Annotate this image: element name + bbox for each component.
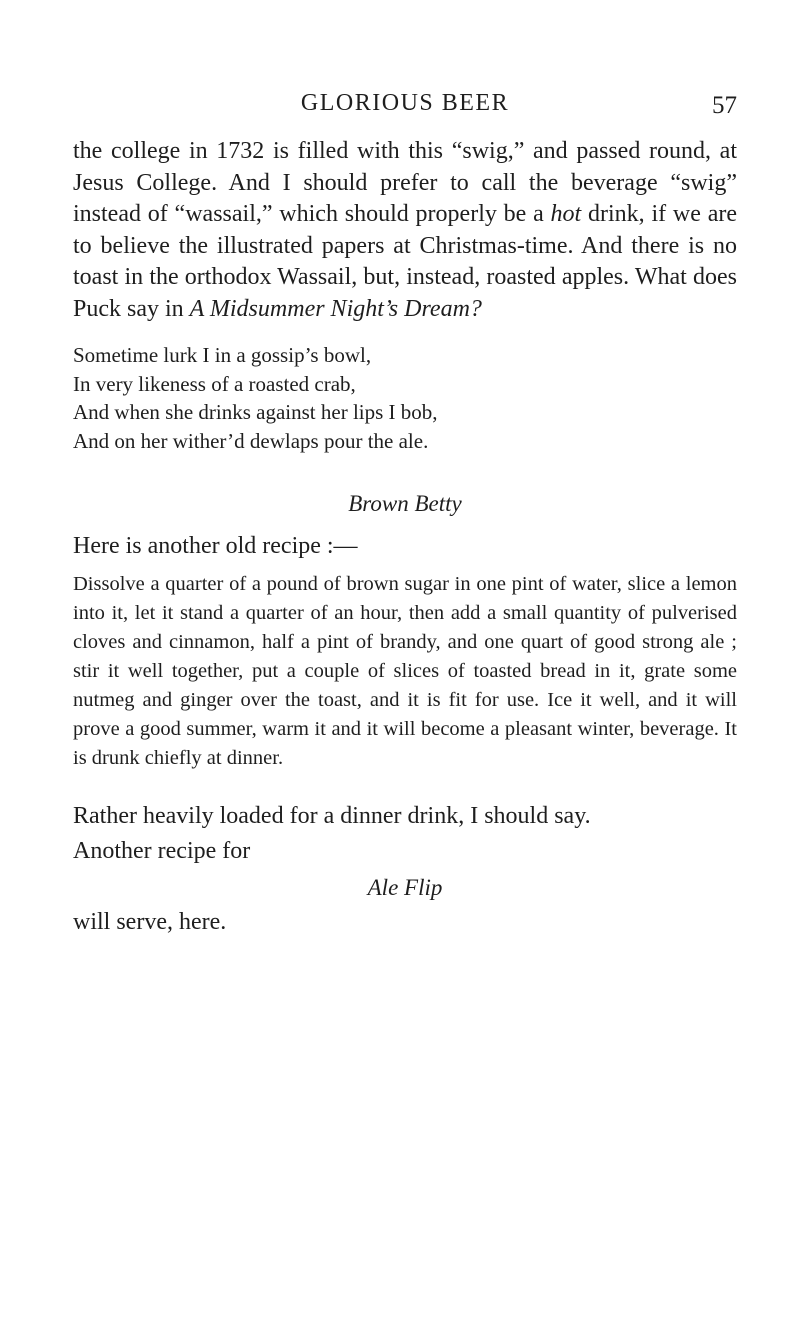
book-page (73, 88, 737, 938)
section-heading-brown-betty: Brown Betty (348, 491, 462, 516)
closing-line: will serve, here. (73, 909, 227, 935)
another-recipe-line: Another recipe for (73, 838, 251, 864)
verse-line: In very likeness of a roasted crab, (73, 371, 356, 396)
recipe-intro: Here is another old recipe :— (73, 533, 358, 559)
verse-line: Sometime lurk I in a gossip’s bowl, (73, 343, 372, 367)
section-heading-ale-flip: Ale Flip (367, 875, 443, 900)
play-title: A Midsummer Night’s Dream? (189, 295, 482, 322)
recipe-text: Dissolve a quarter of a pound of brown sugar in one pint of water, slice a lemon into it, let it stand a quarter of an hour, then add a small quantity of pulverised cloves and cinnamon, half a pint of brandy, and one quart of good strong ale ; stir it well together, put a couple of slices of toasted bread in it, grate some nutmeg and ginger over the toast, and it is fit for use. Ice it well, and it will prove a good summer, warm it and it will become a pleasant winter, beverage. It is drunk chiefly at dinner. (73, 573, 737, 769)
page-number: 57 (712, 92, 737, 119)
running-head (73, 88, 737, 124)
emphasis-hot: hot (550, 201, 582, 227)
running-title: GLORIOUS BEER (300, 90, 510, 116)
verse-quotation (73, 341, 737, 455)
paragraph-text-part-1: the college in 1732 is filled with this “swig,” and passed round, at Jesus College. And I should prefer to call the beverage “swig” instead of “wassail,” which should properly be a (73, 138, 737, 227)
commentary-paragraph: Rather heavily loaded for a dinner drink, I should say. (73, 803, 591, 829)
opening-paragraph (73, 136, 737, 325)
verse-line: And when she drinks against her lips I bob, (73, 400, 438, 424)
verse-line: And on her wither’d dewlaps pour the ale. (73, 428, 429, 453)
paragraph-text-part-2: drink, if we are to believe the illustrated papers at Christmas-time. And there is no toast in the orthodox Wassail, but, instead, roasted apples. What does Puck say in (73, 201, 737, 322)
